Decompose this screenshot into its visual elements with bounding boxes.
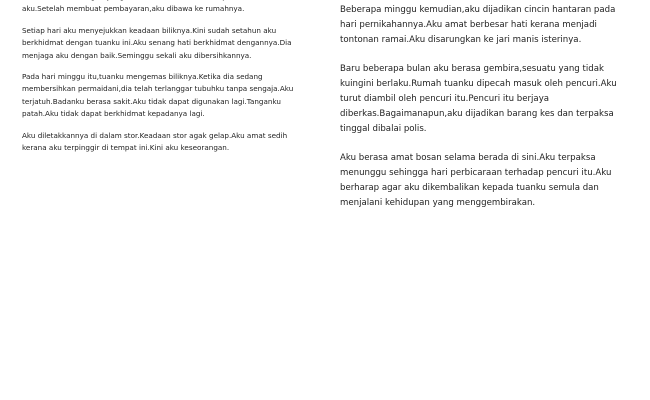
text-line: hari pernikahannya.Aku amat berbesar hati kerana menjadi: [340, 20, 597, 31]
left-paragraph-1: [22, 0, 322, 16]
right-column: [340, 3, 640, 224]
right-paragraph-3: [340, 151, 640, 212]
text-line: Aku diletakkannya di dalam stor.Keadaan stor agak gelap.Aku amat sedih: [22, 130, 288, 140]
left-paragraph-2: [22, 25, 322, 62]
text-line: aku.Setelah membuat pembayaran,aku dibawa ke rumahnya.: [22, 4, 245, 14]
right-paragraph-2: [340, 62, 640, 138]
text-line: menjalani kehidupan yang menggembirakan.: [340, 198, 536, 209]
text-line: Pada hari minggu itu,tuanku mengemas biliknya.Ketika dia sedang: [22, 72, 263, 82]
text-line: Setiap hari aku menyejukkan keadaan biliknya.Kini sudah setahun aku: [22, 25, 277, 35]
text-line: turut diambil oleh pencuri itu.Pencuri itu berjaya: [340, 94, 550, 105]
text-line: berkhidmat dengan tuanku ini.Aku senang hati berkhidmat dengannya.Dia: [22, 38, 292, 48]
text-line: kerana aku terpinggir di tempat ini.Kini aku keseorangan.: [22, 143, 230, 153]
text-line: terjatuh.Badanku berasa sakit.Aku tidak dapat digunakan lagi.Tanganku: [22, 96, 281, 106]
text-line: berharap agar aku dikembalikan kepada tuanku semula dan: [340, 183, 599, 194]
text-line: menunggu sehingga hari perbicaraan terhadap pencuri itu.Aku: [340, 167, 612, 178]
left-paragraph-4: [22, 130, 322, 155]
text-line: Beberapa minggu kemudian,aku dijadikan cincin hantaran pada: [340, 5, 616, 15]
text-line: menjaga aku dengan baik.Seminggu sekali aku dibersihkannya.: [22, 50, 252, 60]
text-line: kuingini berlaku.Rumah tuanku dipecah masuk oleh pencuri.Aku: [340, 78, 617, 89]
text-line: patah.Aku tidak dapat berkhidmat kepadanya lagi.: [22, 109, 205, 119]
text-line: tinggal dibalai polis.: [340, 124, 427, 135]
text-line: diberkas.Bagaimanapun,aku dijadikan barang kes dan terpaksa: [340, 109, 614, 120]
right-paragraph-1: [340, 3, 640, 49]
text-line: membersihkan permaidani,dia telah terlanggar tubuhku tanpa sengaja.Aku: [22, 84, 294, 94]
left-column: [22, 0, 322, 163]
left-paragraph-3: [22, 71, 322, 121]
text-line: tontonan ramai.Aku disarungkan ke jari manis isterinya.: [340, 35, 582, 46]
text-line: Aku berasa amat bosan selama berada di sini.Aku terpaksa: [340, 152, 596, 163]
text-line: Baru beberapa bulan aku berasa gembira,sesuatu yang tidak: [340, 63, 604, 74]
